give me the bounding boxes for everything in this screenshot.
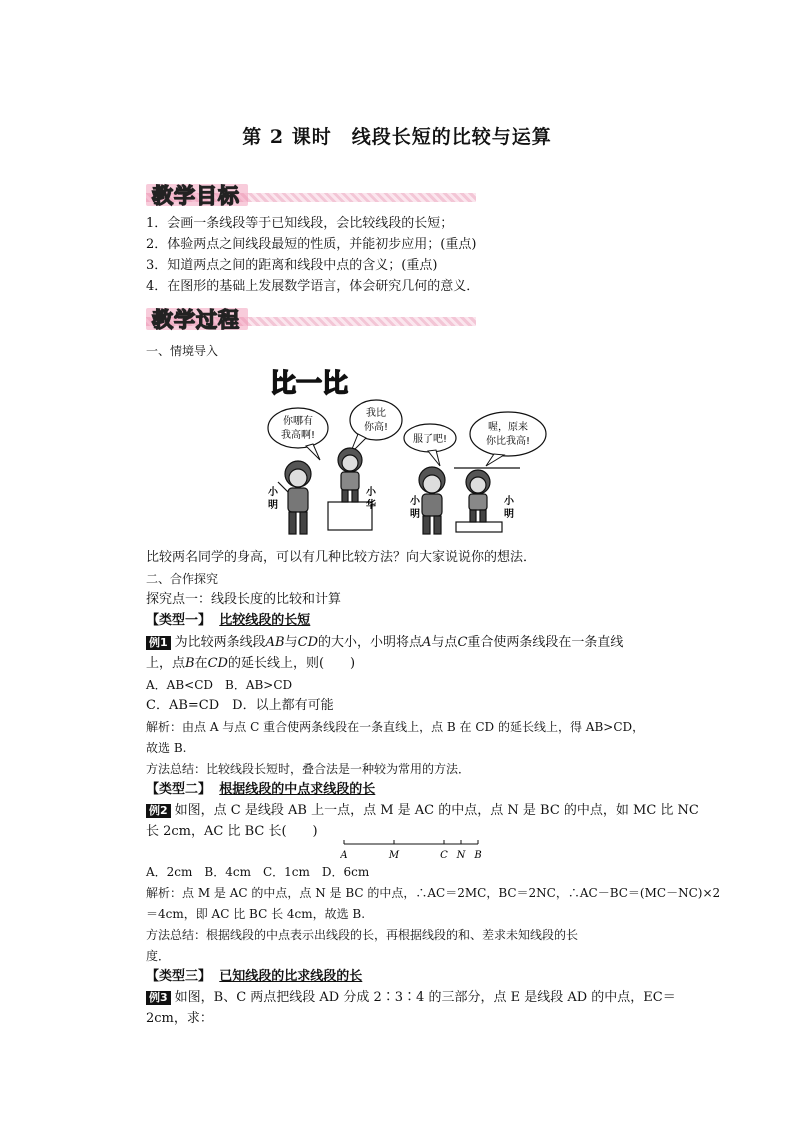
example-line: 2cm，求： xyxy=(146,1011,213,1026)
name-label: 明 xyxy=(410,509,420,520)
bubble-text: 服了吧! xyxy=(412,434,448,445)
var: CD xyxy=(207,656,228,671)
options: C．AB=CD D．以上都有可能 xyxy=(146,698,334,713)
banner-label: 教学目标 xyxy=(152,184,240,208)
boy-figure-on-platform xyxy=(338,448,362,502)
segment-point-label: B xyxy=(474,850,482,861)
example-tag: 例2 xyxy=(146,804,171,818)
bubble-tail xyxy=(428,450,440,466)
type-bracket: 【类型一】 xyxy=(146,613,212,628)
options: A．2cm B．4cm C．1cm D．6cm xyxy=(146,865,370,879)
segment-ticks xyxy=(340,840,482,861)
bubble-text: 喔，原来 xyxy=(488,422,528,433)
segment-point-label: M xyxy=(388,850,400,861)
bubble-text: 你比我高! xyxy=(485,436,531,447)
name-label: 小 xyxy=(366,487,376,498)
method-summary: 度． xyxy=(146,949,171,963)
bubble-text: 我高啊! xyxy=(280,430,316,441)
goal-item: 1．会画一条线段等于已知线段，会比较线段的长短； xyxy=(146,216,454,231)
var: B xyxy=(185,656,195,671)
goal-item: 2．体验两点之间线段最短的性质，并能初步应用；(重点) xyxy=(146,237,477,252)
method-summary: 方法总结：根据线段的中点表示出线段的长，再根据线段的和、差求未知线段的长 xyxy=(146,928,579,942)
text: 如图，点 C 是线段 AB 上一点，点 M 是 AC 的中点，点 N 是 BC 的中点，如 MC 比 NC xyxy=(174,803,699,818)
type-title: 已知线段的比求线段的长 xyxy=(219,969,363,984)
platform xyxy=(456,522,502,532)
type-heading xyxy=(146,968,362,986)
type-heading xyxy=(146,781,375,799)
page-title: 第 2 课时 线段长短的比较与运算 xyxy=(242,126,552,148)
example-line xyxy=(146,989,676,1007)
type-heading xyxy=(146,612,310,630)
analysis: 解析：由点 A 与点 C 重合使两条线段在一条直线上，点 B 在 CD 的延长线上，得 AB>CD， xyxy=(146,720,645,734)
banner-label: 教学过程 xyxy=(152,308,240,332)
type-title: 根据线段的中点求线段的长 xyxy=(219,782,376,797)
bubble-text: 我比 xyxy=(366,408,386,419)
goal-item: 4．在图形的基础上发展数学语言，体会研究几何的意义． xyxy=(146,279,480,294)
text: 为比较两条线段 xyxy=(174,635,266,650)
segment-point-label: N xyxy=(456,850,466,861)
options: A．AB<CD B．AB>CD xyxy=(146,678,293,692)
type-bracket: 【类型三】 xyxy=(146,969,212,984)
var: AB xyxy=(265,635,285,650)
example-line: 长 2cm，AC 比 BC 长( ) xyxy=(146,824,318,839)
cartoon-header: 比一比 xyxy=(270,369,349,399)
text: 与点 xyxy=(431,635,458,650)
analysis: ＝4cm，即 AC 比 BC 长 4cm，故选 B. xyxy=(146,907,366,921)
section-banner-goals xyxy=(146,180,476,208)
bubble-text: 你高! xyxy=(363,422,389,433)
explore-point: 探究点一：线段长度的比较和计算 xyxy=(146,592,342,607)
speech-bubble xyxy=(268,408,328,448)
section-banner-process xyxy=(146,304,476,332)
name-label: 明 xyxy=(268,500,278,511)
example-line xyxy=(146,655,355,673)
var: A xyxy=(422,635,432,650)
bubble-tail xyxy=(486,454,504,466)
bubble-tail xyxy=(306,444,320,460)
text: 的延长线上，则( ) xyxy=(227,656,356,671)
segment-point-label: A xyxy=(340,850,348,861)
coop-heading: 二、合作探究 xyxy=(146,572,219,586)
var: CD xyxy=(297,635,319,650)
text: 与 xyxy=(284,635,298,650)
height-comparison-cartoon xyxy=(258,362,558,542)
text: 在 xyxy=(194,656,208,671)
type-bracket: 【类型二】 xyxy=(146,782,212,797)
analysis: 解析：点 M 是 AC 的中点，点 N 是 BC 的中点，∴AC＝2MC，BC＝2NC，∴AC－BC＝(MC－NC)×2 xyxy=(146,886,721,900)
text: 重合使两条线段在一条直线 xyxy=(467,635,624,650)
bubble-text: 你哪有 xyxy=(283,416,313,427)
segment-diagram xyxy=(340,834,490,864)
segment-point-label: C xyxy=(440,850,448,861)
speech-bubble xyxy=(470,412,546,456)
name-label: 小 xyxy=(504,496,514,507)
example-tag: 例1 xyxy=(146,636,171,650)
goal-item: 3．知道两点之间的距离和线段中点的含义；(重点) xyxy=(146,258,438,273)
example-line xyxy=(146,802,699,820)
girl-figure-right xyxy=(466,470,490,522)
boy-figure-right xyxy=(419,467,445,534)
method-summary: 方法总结：比较线段长短时，叠合法是一种较为常用的方法． xyxy=(146,762,471,776)
name-label: 华 xyxy=(366,500,376,511)
intro-heading: 一、情境导入 xyxy=(146,344,219,358)
text: 如图，B、C 两点把线段 AD 分成 2∶3∶4 的三部分，点 E 是线段 AD 的中点，EC＝ xyxy=(174,990,676,1005)
type-title: 比较线段的长短 xyxy=(219,613,311,628)
analysis: 故选 B. xyxy=(146,741,187,755)
name-label: 明 xyxy=(504,509,514,520)
text: 上，点 xyxy=(146,656,186,671)
text: 的大小，小明将点 xyxy=(318,635,423,650)
var: C xyxy=(457,635,468,650)
example-tag: 例3 xyxy=(146,991,171,1005)
name-label: 小 xyxy=(410,496,420,507)
intro-text: 比较两名同学的身高，可以有几种比较方法？向大家说说你的想法． xyxy=(146,550,537,565)
boy-figure-left xyxy=(278,461,311,534)
name-label: 小 xyxy=(268,487,278,498)
example-line xyxy=(146,634,623,652)
